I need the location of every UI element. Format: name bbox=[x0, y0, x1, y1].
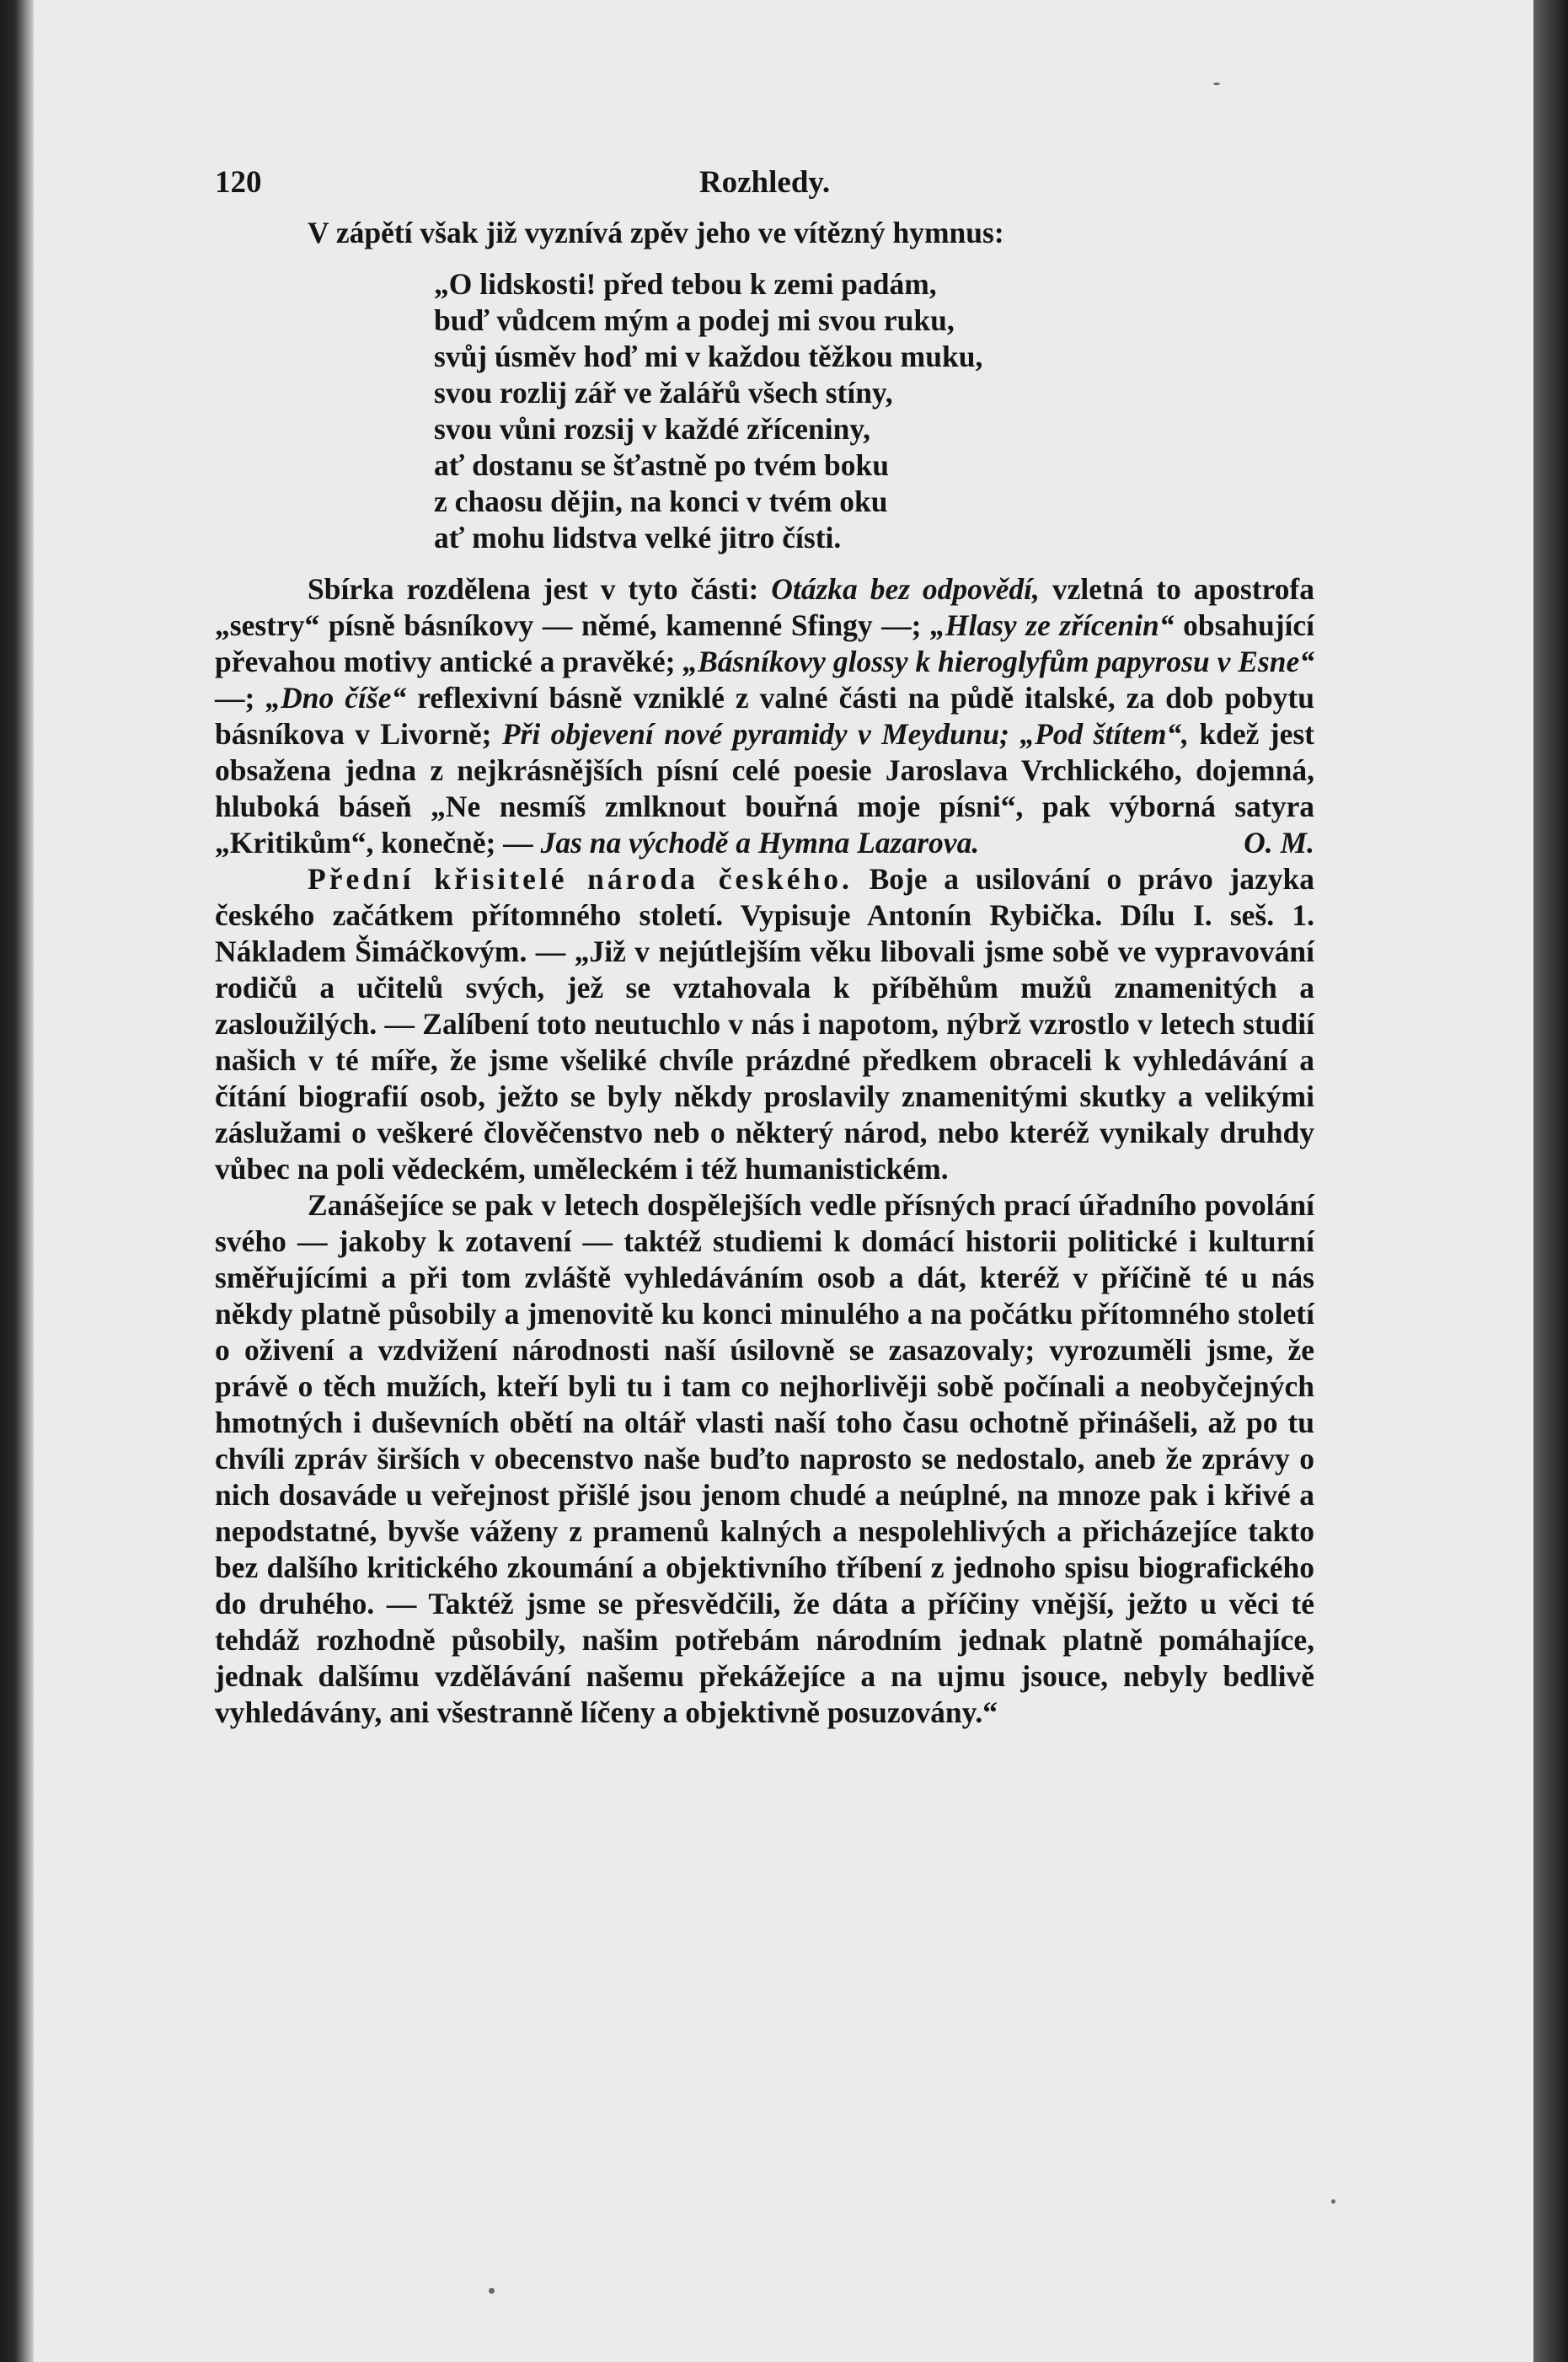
poem-line: svou vůni rozsij v každé zříceniny, bbox=[434, 412, 871, 446]
text-run: Sbírka rozdělena jest v tyto části: bbox=[308, 572, 772, 606]
italic-title: „Dno číše“ bbox=[265, 681, 407, 715]
text-run: reflexivní básně vzniklé z valné části na půdě italské, za dob pobytu básníkova v Livorně; bbox=[215, 681, 1314, 751]
italic-title: „Hlasy ze zřícenin“ bbox=[930, 608, 1175, 642]
page-header bbox=[215, 164, 1314, 215]
dust-speck bbox=[1213, 83, 1220, 85]
running-title: Rozhledy. bbox=[698, 165, 831, 200]
italic-title: „Básníkovy glossy k hieroglyfům papyrosu v Esne“ bbox=[682, 645, 1314, 678]
intro-line: V zápětí však již vyznívá zpěv jeho ve vítězný hymnus: bbox=[308, 216, 1004, 249]
poem-line: svou rozlij zář ve žalářů všech stíny, bbox=[434, 376, 893, 410]
book-title-spaced: Přední křisitelé národa českého. bbox=[308, 862, 853, 896]
text-run: Boje a usilování o právo jazyka českého začátkem přítomného století. Vypisuje Antonín Rybička. Dílu I. seš. 1. Nákladem Šimáčkovým. — „Již v nejútlejším věku libovali jsme sobě ve vypravování rodičů a učitelů svých, jež se vztahovala k příběhům mužů znamenitých a zasloužilých. — Zalíbení toto neutuchlo v nás i napotom, nýbrž vzrostlo v letech studií našich v té míře, že jsme všeliké chvíle prázdné předkem obraceli k vyhledávání a čítání biografií osob, ježto se byly někdy proslavily znamenitými skutky a velikými záslužami o veškeré člověčenstvo neb o některý národ, nebo kteréž vynikaly druhdy vůbec na poli vědeckém, uměleckém i též humanistickém. bbox=[215, 862, 1314, 1186]
page-content bbox=[215, 164, 1314, 1731]
poem-line: „O lidskosti! před tebou k zemi padám, bbox=[434, 267, 937, 301]
dust-speck bbox=[489, 2288, 495, 2294]
text-run: vzletná to apostrofa „sestry“ písně básníkovy — němé, kamenné Sfingy —; bbox=[215, 572, 1314, 642]
text-run: kdež jest obsažena jedna z nejkrásnějších písní celé poesie Jaroslava Vrchlického, dojemná, hluboká báseň „Ne nesmíš zmlknout bouřná moje písni“, pak výborná satyra „Kritikům“, konečně; — bbox=[215, 717, 1315, 860]
poem-block bbox=[434, 266, 1314, 556]
italic-title: Při objevení nové pyramidy v Meydunu; „Pod štítem“, bbox=[501, 717, 1190, 751]
poem-line: ať mohu lidstva velké jitro čísti. bbox=[434, 521, 842, 554]
poem-line: svůj úsměv hoď mi v každou těžkou muku, bbox=[434, 340, 983, 373]
dust-speck bbox=[1331, 2199, 1335, 2204]
text-run: —; bbox=[215, 681, 266, 715]
poem-line: buď vůdcem mým a podej mi svou ruku, bbox=[434, 303, 955, 337]
text-run: obsahující převahou motivy antické a pravěké; bbox=[215, 608, 1314, 678]
italic-title: Jas na východě a Hymna Lazarova. bbox=[540, 826, 980, 860]
review-paragraph-sbirka bbox=[215, 571, 1314, 861]
author-signature: O. M. bbox=[1244, 826, 1314, 860]
italic-title: Otázka bez odpovědí, bbox=[771, 572, 1040, 606]
poem-line: z chaosu dějin, na konci v tvém oku bbox=[434, 485, 888, 518]
poem-line: ať dostanu se šťastně po tvém boku bbox=[434, 448, 890, 482]
review-paragraph-zanasejice: Zanášejíce se pak v letech dospělejších vedle přísných prací úřadního povolání svého — jakoby k zotavení — taktéž studiemi k domácí historii politické i kulturní směřujícími a při tom zvláště vyhledáváním osob a dát, kteréž v příčině té u nás někdy platně působily a jmenovitě ku konci minulého a na počátku přítomného století o oživení a vzdvižení národnosti naší úsilovně se zasazovaly; vyrozuměli jsme, že právě o těch mužích, kteří byli tu i tam co nejhorlivěji sobě počínali a neobyčejných hmotných i duševních obětí na oltář vlasti naší toho času ochotně přinášeli, až po tu chvíli zpráv širších v obecenstvo naše buďto naprosto se nedostalo, aneb že zprávy o nich dosaváde u veřejnost přišlé jsou jenom chudé a neúplné, na mnoze pak i křivé a nepodstatné, byvše váženy z pramenů kalných a nespolehlivých a přicházejíce takto bez dalšího kritického zkoumání a objektivního tříbení z jednoho spisu biografického do druhého. — Taktéž jsme se přesvědčili, že dáta a příčiny vnější, ježto u věci té tehdáž rozhodně působily, našim potřebám národním jednak platně pomáhajíce, jednak dalšímu vzdělávání našemu překážejíce a na ujmu jsouce, nebyly bedlivě vyhledávány, ani všestranně líčeny a objektivně posuzovány.“ bbox=[215, 1188, 1314, 1729]
review-paragraph-kristitele bbox=[215, 861, 1314, 1187]
page-number: 120 bbox=[215, 165, 262, 200]
